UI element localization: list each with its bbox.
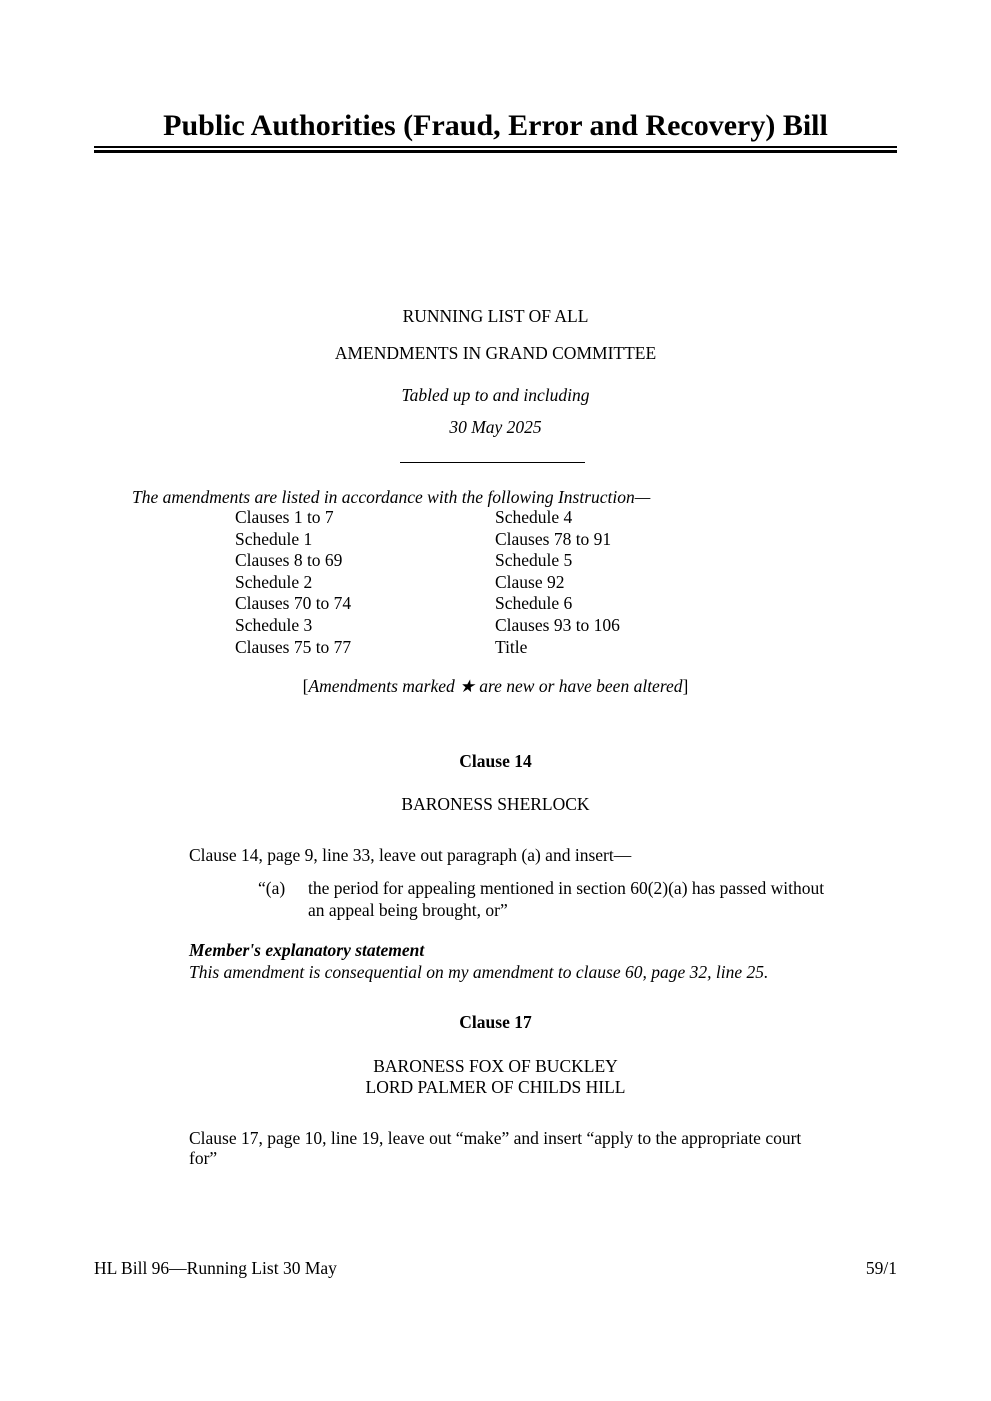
heading-line2: AMENDMENTS IN GRAND COMMITTEE — [334, 343, 657, 363]
title-rule-thick — [94, 150, 897, 153]
instruction-item: Clauses 93 to 106 — [495, 614, 620, 635]
member-name: BARONESS SHERLOCK — [401, 794, 590, 814]
instruction-item: Title — [495, 636, 528, 657]
instruction-item: Schedule 5 — [495, 550, 573, 571]
explanatory-statement-heading: Member's explanatory statement — [189, 940, 425, 960]
member-name: BARONESS FOX OF BUCKLEY — [373, 1056, 618, 1076]
instruction-item: Clauses 78 to 91 — [495, 528, 612, 549]
member-name: LORD PALMER OF CHILDS HILL — [365, 1077, 626, 1097]
footer-page-number: 59/1 — [865, 1258, 897, 1278]
instruction-item: Clause 92 — [495, 571, 565, 592]
instruction-item: Clauses 1 to 7 — [235, 507, 334, 527]
instruction-item: Clauses 8 to 69 — [235, 550, 343, 571]
insert-label: “(a) — [258, 878, 286, 898]
explanatory-statement: This amendment is consequential on my amendment to clause 60, page 32, line 25. — [189, 962, 769, 982]
instruction-column-2 — [495, 507, 620, 658]
amendment-text-line1: Clause 17, page 10, line 19, leave out “make” and insert “apply to the appropriate court — [189, 1128, 802, 1148]
separator-rule — [400, 462, 585, 463]
insert-text-line2: an appeal being brought, or” — [308, 900, 508, 920]
star-note-text: Amendments marked ★ are new or have been altered — [308, 676, 683, 696]
title-rule-thin — [94, 146, 897, 148]
star-note — [0, 675, 991, 697]
bracket-close: ] — [682, 676, 689, 696]
amendment-text: Clause 14, page 9, line 33, leave out paragraph (a) and insert— — [189, 845, 632, 865]
instruction-item: Schedule 3 — [235, 614, 313, 635]
instruction-item: Schedule 4 — [495, 507, 573, 527]
instruction-item: Schedule 1 — [235, 528, 313, 549]
insert-text-line1: the period for appealing mentioned in section 60(2)(a) has passed without — [308, 878, 825, 898]
instruction-item: Schedule 6 — [495, 593, 573, 614]
bill-title: Public Authorities (Fraud, Error and Recovery) Bill — [163, 109, 828, 142]
bracket-open: [ — [302, 676, 309, 696]
heading-line1: RUNNING LIST OF ALL — [402, 306, 589, 326]
instruction-intro: The amendments are listed in accordance with the following Instruction— — [132, 487, 651, 507]
footer-bill-reference: HL Bill 96—Running List 30 May — [94, 1258, 337, 1278]
tabled-text: Tabled up to and including — [401, 385, 590, 405]
tabled-date: 30 May 2025 — [449, 417, 542, 437]
instruction-item: Schedule 2 — [235, 571, 313, 592]
clause-heading: Clause 14 — [459, 751, 532, 771]
amendment-text-line2: for” — [189, 1148, 218, 1168]
instruction-item: Clauses 70 to 74 — [235, 593, 352, 614]
instruction-item: Clauses 75 to 77 — [235, 636, 352, 657]
instruction-column-1 — [235, 507, 351, 658]
clause-heading: Clause 17 — [459, 1012, 532, 1032]
